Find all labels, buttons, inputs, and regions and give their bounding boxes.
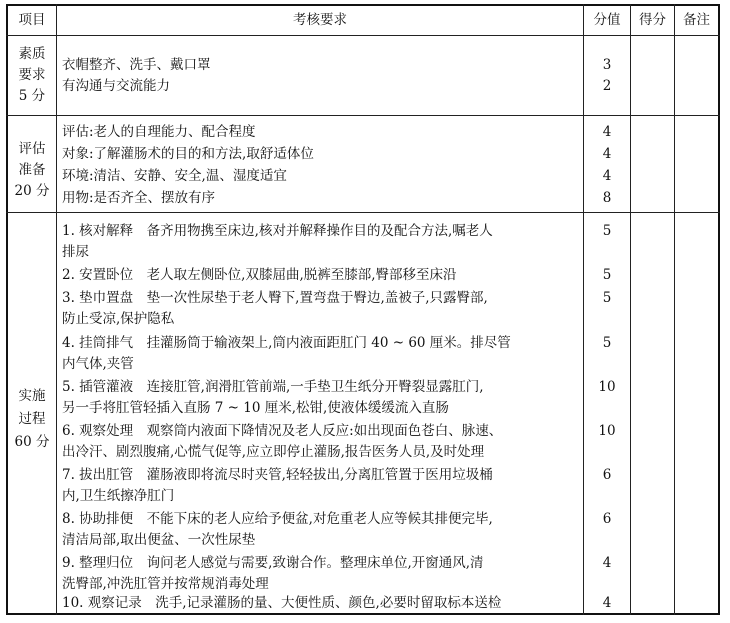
section-name-line: 准备 bbox=[18, 162, 46, 178]
section-name-line: 素质 bbox=[18, 46, 46, 62]
requirement-line: 衣帽整齐、洗手、戴口罩 bbox=[62, 57, 211, 73]
section-name-line: 实施 bbox=[18, 388, 46, 404]
section-name-line: 60 分 bbox=[14, 434, 50, 450]
header-note: 备注 bbox=[683, 12, 710, 28]
requirement-line: 内,卫生纸擦净肛门 bbox=[62, 488, 175, 504]
requirement-line: 清洁局部,取出便盆、一次性尿垫 bbox=[62, 532, 256, 548]
score-value: 5 bbox=[602, 267, 612, 283]
header-got: 得分 bbox=[639, 12, 666, 28]
requirement-line: 洗臀部,冲洗肛管并按常规消毒处理 bbox=[62, 576, 269, 592]
assessment-table bbox=[6, 4, 720, 615]
table-right-border bbox=[718, 4, 720, 615]
section-name-line: 5 分 bbox=[18, 88, 46, 104]
requirement-line: 7. 拔出肛管 灌肠液即将流尽时夹管,轻轻拔出,分离肛管置于医用垃圾桶 bbox=[62, 467, 493, 483]
score-value: 4 bbox=[602, 124, 612, 140]
requirement-line: 5. 插管灌液 连接肛管,润滑肛管前端,一手垫卫生纸分开臀裂显露肛门, bbox=[62, 379, 484, 395]
section-name-line: 20 分 bbox=[14, 183, 50, 199]
requirement-line: 有沟通与交流能力 bbox=[62, 78, 170, 94]
section-name-line: 评估 bbox=[18, 141, 46, 157]
score-value: 4 bbox=[602, 146, 612, 162]
header-divider bbox=[6, 35, 720, 36]
score-value: 6 bbox=[602, 467, 612, 483]
requirement-line: 9. 整理归位 询问老人感觉与需要,致谢合作。整理床单位,开窗通风,清 bbox=[62, 555, 484, 571]
header-score: 分值 bbox=[593, 12, 621, 28]
requirement-line: 4. 挂筒排气 挂灌肠筒于输液架上,筒内液面距肛门 40 ~ 60 厘米。排尽管 bbox=[62, 335, 511, 351]
requirement-line: 排尿 bbox=[62, 244, 89, 260]
requirement-line: 2. 安置卧位 老人取左侧卧位,双膝屈曲,脱裤至膝部,臀部移至床沿 bbox=[62, 267, 457, 283]
requirement-line: 对象:了解灌肠术的目的和方法,取舒适体位 bbox=[62, 146, 314, 162]
score-value: 10 bbox=[598, 423, 616, 439]
score-value: 3 bbox=[602, 57, 612, 73]
score-value: 4 bbox=[602, 595, 612, 611]
section1-divider bbox=[6, 115, 720, 116]
score-value: 2 bbox=[602, 78, 612, 94]
header-requirement: 考核要求 bbox=[293, 12, 347, 28]
col-divider-item bbox=[56, 4, 57, 615]
score-value: 6 bbox=[602, 511, 612, 527]
section-name-line: 过程 bbox=[18, 411, 46, 427]
score-value: 5 bbox=[602, 290, 612, 306]
score-value: 4 bbox=[602, 168, 612, 184]
requirement-line: 环境:清洁、安静、安全,温、湿度适宜 bbox=[62, 168, 287, 184]
score-value: 10 bbox=[598, 379, 616, 395]
requirement-line: 8. 协助排便 不能下床的老人应给予便盆,对危重老人应等候其排便完毕, bbox=[62, 511, 493, 527]
requirement-line: 6. 观察处理 观察筒内液面下降情况及老人反应:如出现面色苍白、脉速、 bbox=[62, 423, 503, 439]
score-value: 4 bbox=[602, 555, 612, 571]
requirement-line: 1. 核对解释 备齐用物携至床边,核对并解释操作目的及配合方法,嘱老人 bbox=[62, 223, 493, 239]
header-item: 项目 bbox=[18, 12, 46, 28]
requirement-line: 评估:老人的自理能力、配合程度 bbox=[62, 124, 256, 140]
requirement-line: 内气体,夹管 bbox=[62, 356, 134, 372]
score-value: 8 bbox=[602, 190, 612, 206]
table-bottom-border bbox=[6, 613, 720, 615]
col-divider-got bbox=[674, 4, 675, 615]
col-divider-score bbox=[630, 4, 631, 615]
requirement-line: 10. 观察记录 洗手,记录灌肠的量、大便性质、颜色,必要时留取标本送检 bbox=[62, 595, 502, 611]
score-value: 5 bbox=[602, 335, 612, 351]
requirement-line: 另一手将肛管轻插入直肠 7 ~ 10 厘米,松钳,使液体缓缓流入直肠 bbox=[62, 400, 449, 416]
table-top-border bbox=[6, 4, 720, 6]
requirement-line: 3. 垫巾置盘 垫一次性尿垫于老人臀下,置弯盘于臀边,盖被子,只露臀部, bbox=[62, 290, 488, 306]
requirement-line: 用物:是否齐全、摆放有序 bbox=[62, 190, 216, 206]
section-name-line: 要求 bbox=[18, 67, 46, 83]
score-value: 5 bbox=[602, 223, 612, 239]
requirement-line: 出冷汗、剧烈腹痛,心慌气促等,应立即停止灌肠,报告医务人员,及时处理 bbox=[62, 444, 485, 460]
section2-divider bbox=[6, 212, 720, 213]
requirement-line: 防止受凉,保护隐私 bbox=[62, 311, 175, 327]
